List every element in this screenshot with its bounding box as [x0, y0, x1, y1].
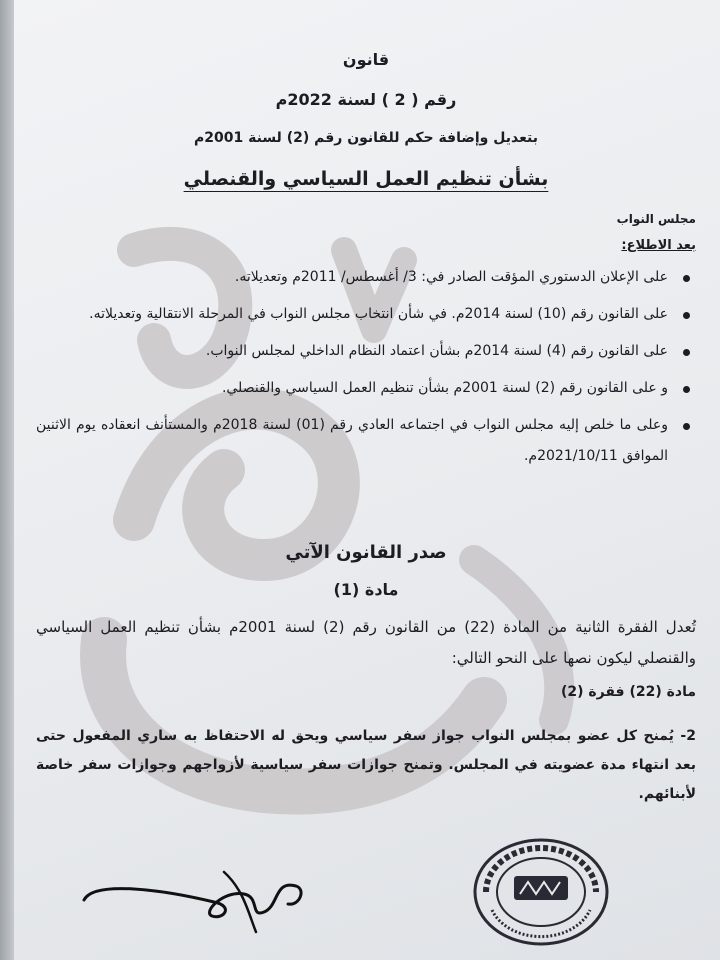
amendment-line: بتعديل وإضافة حكم للقانون رقم (2) لسنة 2001م — [194, 130, 538, 146]
preamble-list — [36, 262, 696, 478]
article-1-text: تُعدل الفقرة الثانية من المادة (22) من القانون رقم (2) لسنة 2001م بشأن تنظيم العمل السياسي والقنصلي ليكون نصها على النحو التالي: — [36, 618, 696, 667]
article-22-text: 2- يُمنح كل عضو بمجلس النواب جواز سفر سياسي ويحق له الاحتفاظ به ساري المفعول حتى بعد انتهاء مدة عضويته في المجلس. وتمنح جوازات سفر سياسية لأزواجهم وجوازات سفر خاصة لأبنائهم. — [36, 728, 696, 802]
preamble-item: على القانون رقم (10) لسنة 2014م. في شأن انتخاب مجلس النواب في المرحلة الانتقالية وتعديلاته. — [36, 299, 696, 330]
article-1-heading: مادة (1) — [333, 580, 399, 599]
preamble-item: على القانون رقم (4) لسنة 2014م بشأن اعتماد النظام الداخلي لمجلس النواب. — [36, 336, 696, 367]
article-22-heading: مادة (22) فقرة (2) — [560, 684, 696, 700]
law-subject: بشأن تنظيم العمل السياسي والقنصلي — [183, 168, 549, 190]
preamble-item: على الإعلان الدستوري المؤقت الصادر في: 3/ أغسطس/ 2011م وتعديلاته. — [36, 262, 696, 293]
issuer-name: مجلس النواب — [616, 212, 696, 226]
document-body — [36, 0, 696, 960]
preamble-item: و على القانون رقم (2) لسنة 2001م بشأن تنظيم العمل السياسي والقنصلي. — [36, 373, 696, 404]
page-edge-shadow — [0, 0, 14, 960]
preamble-item: وعلى ما خلص إليه مجلس النواب في اجتماعه العادي رقم (01) لسنة 2018م والمستأنف انعقاده يوم الاثنين الموافق 2021/10/11م. — [36, 410, 696, 472]
after-review-heading: بعد الاطلاع: — [621, 238, 696, 253]
law-title: قانون — [342, 50, 390, 69]
handwritten-signature — [74, 860, 314, 940]
issued-heading: صدر القانون الآتي — [285, 542, 447, 563]
document-page — [14, 0, 720, 960]
official-seal — [466, 832, 616, 952]
law-number: رقم ( 2 ) لسنة 2022م — [275, 90, 457, 109]
